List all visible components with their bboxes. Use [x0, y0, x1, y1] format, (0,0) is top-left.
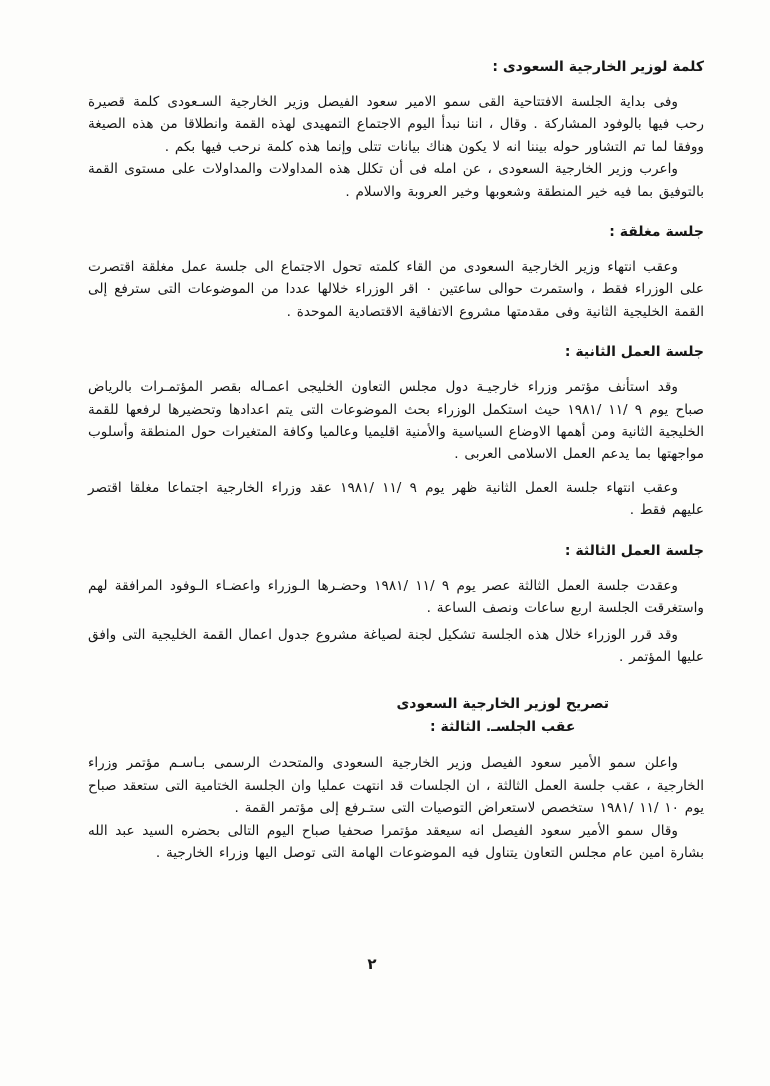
section-heading-third-session: جلسة العمل الثالثة : — [564, 542, 704, 559]
page-number: ٢ — [367, 955, 377, 973]
section-second-working-session — [88, 342, 704, 521]
section-third-working-session — [88, 541, 704, 669]
section-fm-statement — [88, 694, 704, 864]
paragraph-opening-session: وفى بداية الجلسة الافتتاحية القى سمو الامير سعود الفيصل وزير الخارجية السـعودى كلمة قصيرة رحب فيها بالوفود المشاركة . وقال ، اننا نبدأ اليوم الاجتماع التمهيدى لهذه القمة وانطلاقا من هذه الصيغة ووفقا لما تم التشاور حوله بيننا انه لا يكون هناك بيانات تتلى وإنما هذه كلمة نرحب فيها بكم . — [88, 94, 704, 155]
paragraph-press-conference: وقال سمو الأمير سعود الفيصل انه سيعقد مؤتمرا صحفيا صباح اليوم التالى بحضره السيد عبد الله بشارة امين عام مجلس التعاون يتناول فيه الموضوعات الهامة التى توصل اليها وزراء الخارجية . — [88, 822, 704, 861]
paragraph-fm-announcement: واعلن سمو الأمير سعود الفيصل وزير الخارجية السعودى والمتحدث الرسمى بـاسـم مؤتمر وزراء الخارجية ، عقب جلسة العمل الثالثة ، ان الجلسات قد انتهت عمليا وان الجلسة الختامية التى ستعقد صباح يوم ١٠ /١١ /١٩٨١ ستخصص لاستعراض التوصيات التى ستـرفع إلى مؤتمر القمة . — [88, 755, 704, 817]
paragraph-fm-hope: واعرب وزير الخارجية السعودى ، عن امله فى أن تكلل هذه المداولات والمداولات على مستوى القمة بالتوفيق بما فيه خير المنطقة وشعوبها وخير العروبة والاسلام . — [88, 161, 704, 200]
paragraph-closed-session: وعقب انتهاء وزير الخارجية السعودى من القاء كلمته تحول الاجتماع الى جلسة عمل مغلقة اقتصرت على الوزراء فقط ، واستمرت حوالى ساعتين ٠ اقر الوزراء خلالها عددا من الموضوعات التى سترفع إلى القمة الخليجية الثانية وفى مقدمتها مشروع الاتفاقية الاقتصادية الموحدة . — [88, 259, 704, 320]
paragraph-second-session-resume: وقد استأنف مؤتمر وزراء خارجيـة دول مجلس التعاون الخليجى اعمـاله بقصر المؤتمـرات بالرياض صباح يوم ٩ /١١ /١٩٨١ حيث استكمل الوزراء بحث الموضوعات التى يتم اعدادها وتحضيرها لرفعها للقمة الخليجية الثانية ومن أهمها الاوضاع السياسية والأمنية اقليميا وعالميا وكافة المتغيرات حول المنطقة وأسلوب مواجهتها بما يدعم العمل الاسلامى العربى . — [88, 379, 704, 463]
paragraph-third-session-held: وعقدت جلسة العمل الثالثة عصر يوم ٩ /١١ /١٩٨١ وحضـرها الـوزراء واعضـاء الـوفود المرافقة لهم واستغرقت الجلسة اربع ساعات ونصف الساعة . — [88, 577, 704, 617]
section-closed-session — [88, 222, 704, 323]
section-heading-saudi-fm-speech: كلمة لوزير الخارجية السعودى : — [492, 59, 704, 75]
section-saudi-fm-speech — [88, 57, 704, 203]
section-heading-fm-statement — [396, 694, 609, 738]
fm-statement-heading-line2: عقب الجلسـ. الثالثة : — [430, 719, 576, 736]
paragraph-drafting-committee: وقد قرر الوزراء خلال هذه الجلسة تشكيل لجنة لصياغة مشروع جدول اعمال القمة الخليجية التى وافق عليها المؤتمر . — [88, 626, 704, 665]
paragraph-second-session-closed-meeting: وعقب انتهاء جلسة العمل الثانية ظهر يوم ٩ /١١ /١٩٨١ عقد وزراء الخارجية اجتماعا مغلقا اقتصر عليهم فقط . — [88, 479, 704, 519]
fm-statement-heading-line1: تصريح لوزير الخارجية السعودى — [396, 696, 609, 713]
section-heading-second-session: جلسة العمل الثانية : — [564, 344, 704, 361]
section-heading-closed-session: جلسة مغلقة : — [609, 224, 704, 241]
